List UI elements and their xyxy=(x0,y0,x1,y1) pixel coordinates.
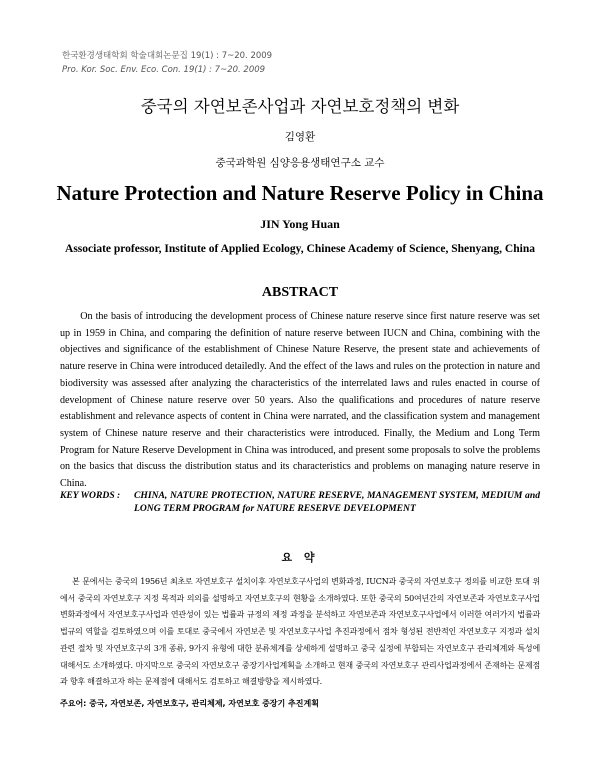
keywords-block xyxy=(60,489,540,515)
affiliation-ko: 중국과학원 심양응용생태연구소 교수 xyxy=(215,157,385,169)
abstract-ko-heading: 요 약 xyxy=(281,551,319,564)
keywords-label: KEY WORDS : xyxy=(60,490,121,501)
keywords-ko: 주요어: 중국, 자연보존, 자연보호구, 관리체제, 자연보호 중장기 추진계획 xyxy=(60,699,319,708)
paper-title-en: Nature Protection and Nature Reserve Policy in China xyxy=(56,181,544,205)
keywords-value: CHINA, NATURE PROTECTION, NATURE RESERVE, MANAGEMENT SYSTEM, MEDIUM and LONG TERM PROGRAM for NATURE RESERVE DEVELOPMENT xyxy=(134,490,540,514)
author-name-ko: 김영환 xyxy=(284,131,316,143)
paper-title-ko: 중국의 자연보존사업과 자연보호정책의 변화 xyxy=(140,97,460,116)
journal-citation-ko: 한국환경생태학회 학술대회논문집 19(1) : 7~20. 2009 xyxy=(62,51,273,61)
abstract-ko-body: 본 문에서는 중국의 1956년 최초로 자연보호구 설치이후 자연보호구사업의 변화과정, IUCN과 중국의 자연보호구 정의를 비교한 토대 위에서 중국의 자연보호구 지정 목적과 의의를 설명하고 자연보호구의 현황을 소개하였다. 또한 중국의 50여년간의 자연보존과 자연보호구사업 변화과정에서 자연보호구사업과 연관성이 있는 법률과 규정의 제정 과정을 분석하고 자연보존과 자연보호구사업에서 이러한 여러가지 법률과 법규의 역할을 검토하였으며 이를 토대로 중국에서 자연보존 및 자연보호구사업 추진과정에서 점차 형성된 전반적인 자연보호구 지정과 설치 관련 절차 및 자연보호구의 3개 종류, 9가지 유형에 대한 분류체계를 상세하게 설명하고 중국 실정에 부합되는 자연보호구 관리체계와 특성에 대해서도 소개하였다. 마지막으로 중국의 자연보호구 중장기사업계획을 소개하고 현재 중국의 자연보호구 관리사업과정에서 존재하는 문제점과 향후 해결하고자 하는 문제점에 대해서도 검토하고 해결방향을 제시하였다. xyxy=(60,577,540,687)
affiliation-en: Associate professor, Institute of Applied Ecology, Chinese Academy of Science, Shenyang, China xyxy=(65,243,535,255)
abstract-heading: ABSTRACT xyxy=(261,285,339,300)
abstract-body: On the basis of introducing the development process of Chinese nature reserve since first nature reserve was set up in 1959 in China, and comparing the definition of nature reserve between IUCN and China, combining with the objectives and significance of the establishment of Chinese Nature Reserve, the present state and achievements of nature reserve in China were introduced detailedly. And the effect of the laws and rules on the protection in nature and biodiversity was assessed after analyzing the characteristics of the interrelated laws and rules enacted in course of development of Chinese nature reserve over 50 years. Also the qualifications and procedures of nature reserve establishment and relevance aspects of content in China were narrated, and the classification system and management system of Chinese nature reserve and their characteristics were introduced. Finally, the Medium and Long Term Program for Nature Reserve Development in China was introduced, and present some proposals to solve the problems on the basics that discuss the distribution status and its characteristics and problems on managing nature reserve in China. xyxy=(60,311,540,490)
journal-citation xyxy=(62,49,272,77)
author-name-en: JIN Yong Huan xyxy=(260,217,340,231)
journal-citation-en: Pro. Kor. Soc. Env. Eco. Con. 19(1) : 7~20. 2009 xyxy=(62,65,266,75)
